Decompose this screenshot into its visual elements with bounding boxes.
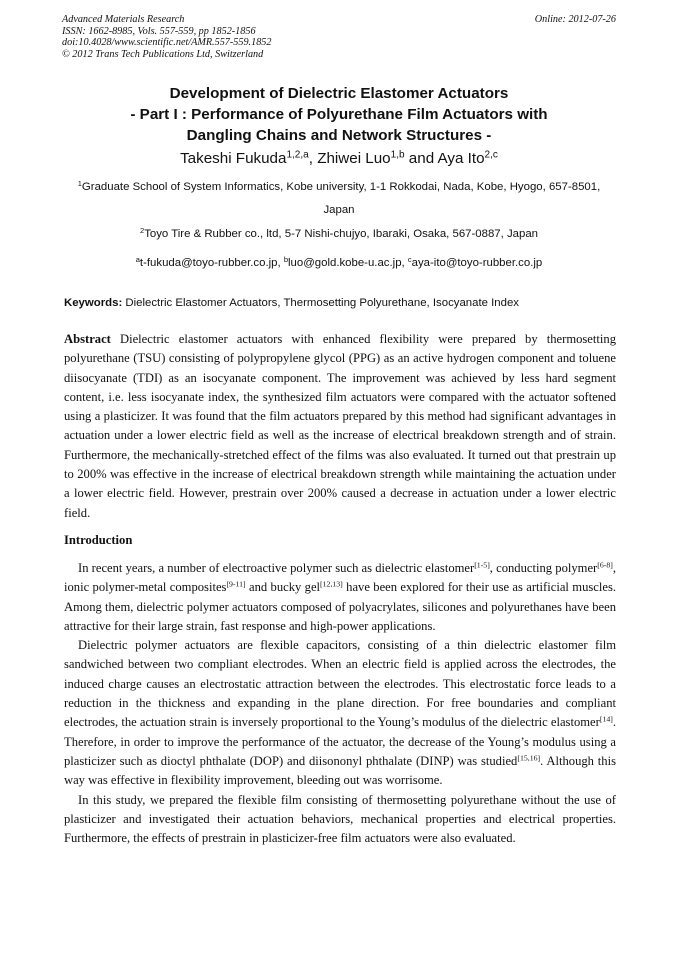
author-name: Zhiwei Luo [317, 150, 391, 167]
email-address: aya-ito@toyo-rubber.co.jp [411, 257, 543, 269]
section-heading-introduction: Introduction [64, 533, 133, 547]
author-affiliation-mark: 2,c [484, 149, 498, 161]
keywords [64, 295, 616, 311]
email-address: t-fukuda@toyo-rubber.co.jp, [139, 257, 284, 269]
author-name: Takeshi Fukuda [180, 150, 287, 167]
title-line-1: Development of Dielectric Elastomer Actuators [169, 85, 509, 102]
abstract [64, 330, 616, 523]
paragraph-text: have been explored for their use as artificial muscles. Among them, dielectric polymer actuators composed of polyacrylates, silicones and polyurethanes have been attractive for their large strain, fast response and high-power applications. [64, 580, 616, 633]
abstract-text: Dielectric elastomer actuators with enhanced flexibility were prepared by thermosetting polyurethane (TSU) consisting of polypropylene glycol (PPG) as an active hydrogen component and toluene diisocyanate (TDI) as an isocyanate component. The improvement was achieved by less hard segment content, i.e. less isocyanate index, the synthesized film actuators were compared with the actuator softened using a plasticizer. It was found that the film actuators prepared by this method had significant advantages in actuation under a lower electric field as well as the increase of electrical breakdown strength and of strain. Furthermore, the mechanically-stretched effect of the films was also evaluated. It turned out that prestrain up to 200% was effective in the increase of electrical breakdown strength while maintaining the actuation under a lower electric field. However, prestrain over 200% caused a decrease in actuation under a lower electric field. [64, 332, 616, 520]
copyright-line: © 2012 Trans Tech Publications Ltd, Switzerland [62, 48, 264, 60]
author-separator: , [308, 150, 318, 167]
title-line-3: Dangling Chains and Network Structures - [186, 127, 492, 144]
paragraph-text: Dielectric polymer actuators are flexible capacitors, consisting of a thin dielectric elastomer film sandwiched between two compliant electrodes. When an electric field is applied across the electrodes, the induced charge causes an electrostatic attraction between the electrodes. This electrostatic force leads to a reduction in the thickness and expanding in the plane direction. For free boundaries and compliant electrodes, the actuation strain is inversely proportional to the Young’s modulus of the dielectric elastomer [64, 638, 616, 730]
email-address: luo@gold.kobe-u.ac.jp, [288, 257, 408, 269]
author-emails [70, 252, 608, 275]
paragraph-text: , conducting polymer [489, 561, 598, 575]
author-separator: and [404, 150, 438, 167]
title-line-2: - Part I : Performance of Polyurethane Film Actuators with [130, 106, 548, 123]
doi-line: doi:10.4028/www.scientific.net/AMR.557-559.1852 [62, 37, 272, 49]
affiliation-text: Toyo Tire & Rubber co., ltd, 5-7 Nishi-chujyo, Ibaraki, Osaka, 567-0887, Japan [144, 228, 538, 240]
affiliation-mark: 2 [140, 225, 145, 235]
affiliation-mark: 1 [77, 178, 82, 188]
citation: [1-5] [474, 560, 490, 570]
affiliation-2 [70, 223, 608, 246]
paragraph-text: . Although this way was effective in flexibility improvement, bleeding out was worrisome. [64, 753, 616, 788]
author-list [40, 149, 638, 169]
paragraph-text: and bucky gel [245, 580, 321, 595]
affiliation-1 [70, 176, 608, 222]
keywords-label: Keywords: [64, 297, 123, 309]
issn-line: ISSN: 1662-8985, Vols. 557-559, pp 1852-1856 [62, 25, 256, 37]
paper-title [40, 83, 638, 146]
introduction-body [64, 559, 616, 848]
citation: [12,13] [320, 580, 343, 590]
paragraph [64, 636, 616, 790]
paragraph: In this study, we prepared the flexible film consisting of thermosetting polyurethane without the use of plasticizer and investigated their actuation behaviors, mechanical properties and electrical properties. Furthermore, the effects of prestrain in plasticizer-free film actuators were also evaluated. [64, 792, 616, 846]
paragraph-text: In recent years, a number of electroactive polymer such as dielectric elastomer [78, 561, 475, 575]
author-affiliation-mark: 1,2,a [286, 149, 309, 161]
citation: [9-11] [226, 580, 246, 590]
email-mark: b [283, 254, 289, 264]
citation: [14] [599, 715, 613, 725]
online-date: Online: 2012-07-26 [534, 14, 616, 25]
author-name: Aya Ito [437, 150, 485, 167]
abstract-label: Abstract [64, 332, 111, 346]
citation: [15,16] [517, 753, 541, 763]
keywords-text: Dielectric Elastomer Actuators, Thermosetting Polyurethane, Isocyanate Index [122, 297, 519, 309]
affiliation-text: Graduate School of System Informatics, Kobe university, 1-1 Rokkodai, Nada, Kobe, Hyogo, 657-8501, Japan [81, 181, 601, 216]
journal-name: Advanced Materials Research [62, 14, 185, 25]
author-affiliation-mark: 1,b [390, 149, 405, 161]
citation: [6-8] [597, 560, 613, 570]
email-mark: c [407, 254, 412, 264]
email-mark: a [135, 254, 140, 264]
paragraph-text: . Therefore, in order to improve the performance of the actuator, the decrease of the Young’s modulus using a plasticizer such as dioctyl phthalate (DOP) and diisononyl phthalate (DINP) was studied [64, 715, 616, 768]
paragraph [64, 559, 616, 636]
paragraph-text: , ionic polymer-metal composites [64, 561, 616, 595]
journal-header [62, 14, 616, 60]
